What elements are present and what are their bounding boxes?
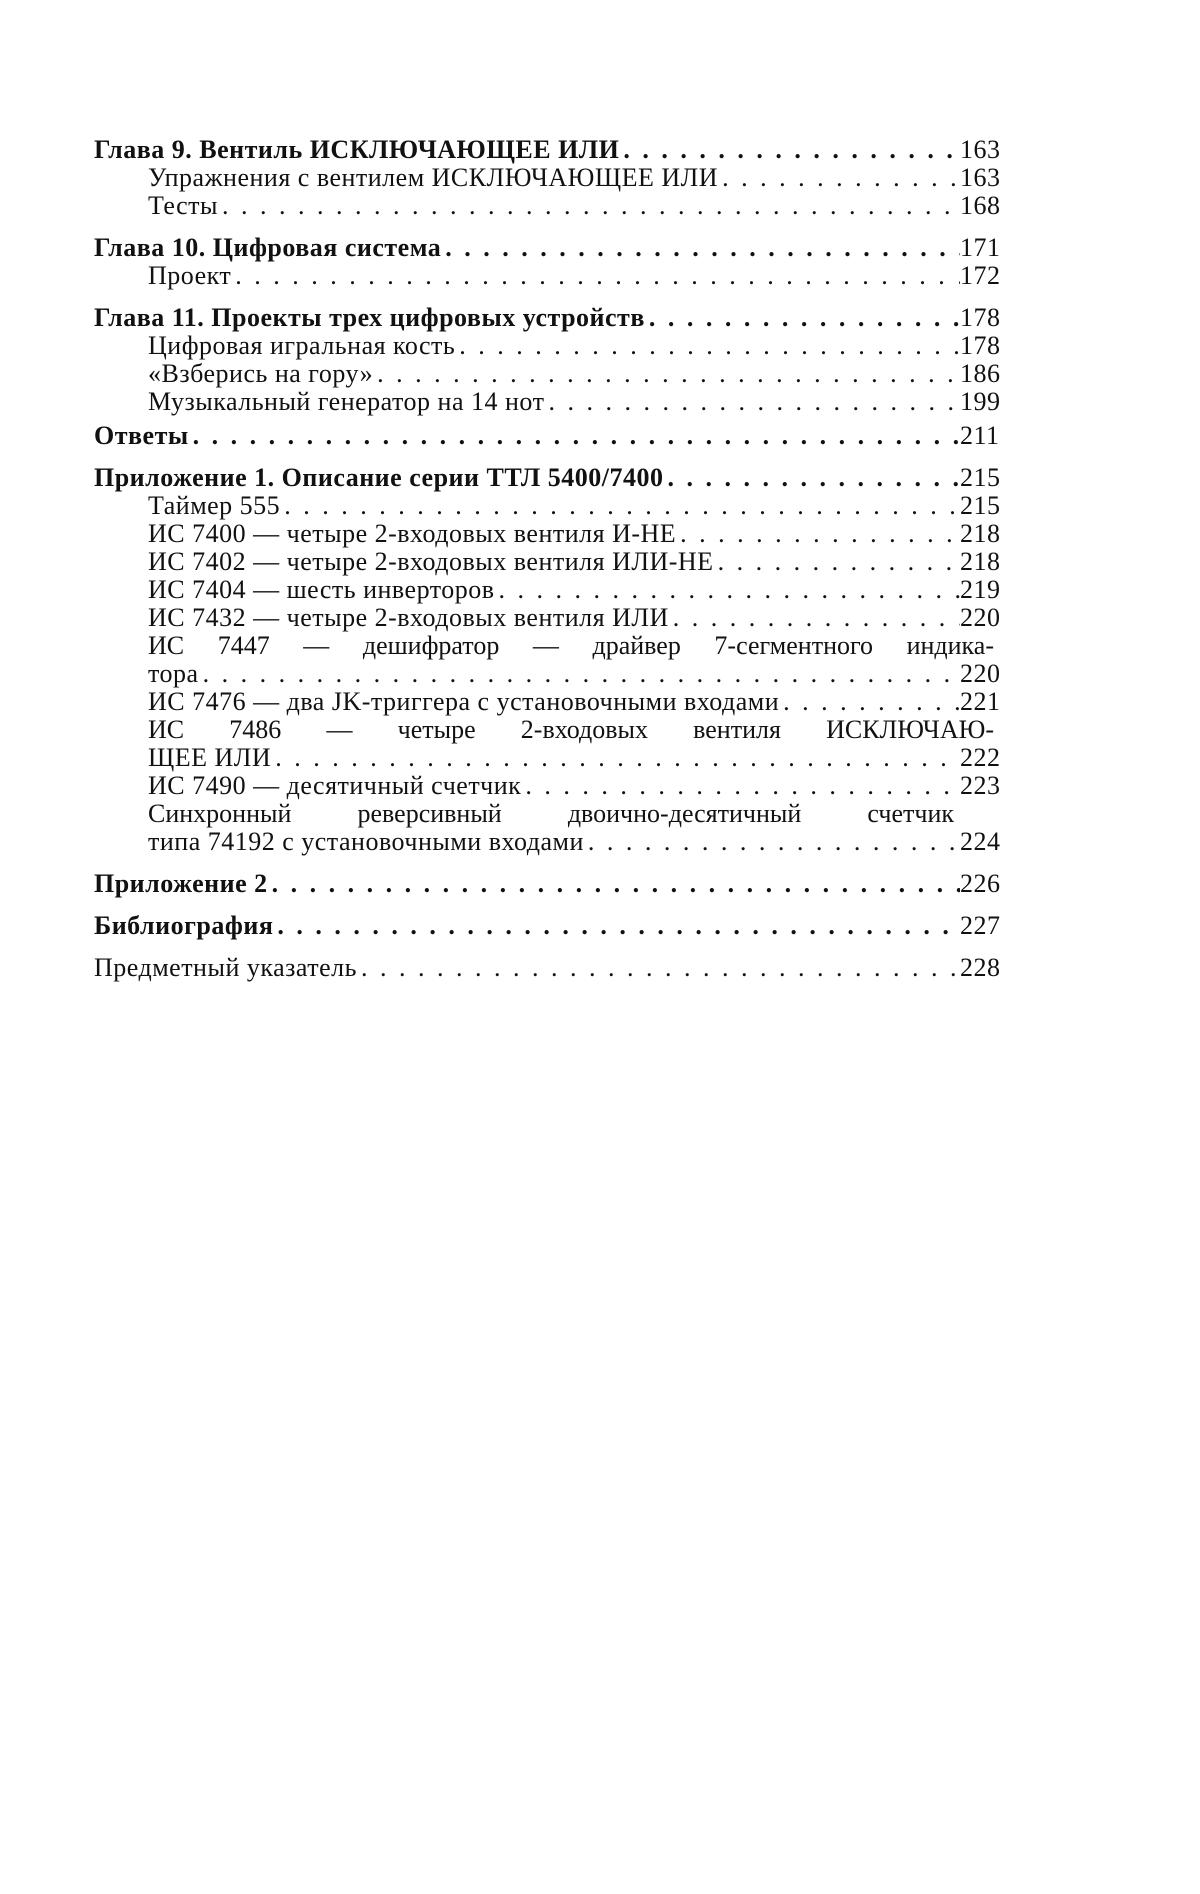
dot-leader: [619, 136, 960, 164]
entry-title: «Взберись на гору»: [148, 359, 374, 388]
entry-title: Приложение 1. Описание серии ТТЛ 5400/7400: [94, 463, 664, 492]
entry-title-line-1: ИС 7447 — дешифратор — драйвер 7-сегментного индика-: [148, 631, 994, 660]
entry-title: Ответы: [94, 421, 189, 450]
page-number: 168: [960, 191, 1001, 220]
dot-leader: [280, 492, 960, 520]
toc-entry-ic-7476[interactable]: [94, 687, 1001, 716]
page-number: 220: [960, 659, 1001, 688]
page-number: 222: [960, 743, 1001, 772]
entry-title: Музыкальный генератор на 14 нот: [148, 387, 545, 416]
entry-title: Проект: [148, 261, 232, 290]
entry-title: Таймер 555: [148, 491, 281, 520]
page-number: 218: [960, 547, 1001, 576]
entry-title: ИС 7476 — два JK-триггера с установочными входами: [148, 687, 780, 716]
page-number: 226: [960, 869, 1001, 898]
entry-title: Тесты: [148, 191, 218, 220]
page-number: 163: [960, 135, 1001, 164]
page-number: 228: [960, 953, 1001, 982]
page-number: 223: [960, 771, 1001, 800]
dot-leader: [495, 576, 960, 604]
toc-entry-bibliography[interactable]: [94, 911, 1001, 940]
entry-title-line-2: тора: [148, 659, 199, 688]
dot-leader: [714, 548, 960, 576]
entry-last-line: [148, 659, 1001, 688]
toc-entry-ch9-tests[interactable]: [94, 191, 1001, 220]
page-number: 215: [960, 491, 1001, 520]
page-number: 171: [960, 233, 1001, 262]
toc-entry-answers[interactable]: [94, 421, 1000, 450]
dot-leader: [718, 164, 960, 192]
entry-title: Предметный указатель: [94, 953, 358, 982]
toc-entry-chapter-10[interactable]: [94, 233, 1001, 262]
dot-leader: [664, 464, 960, 492]
dot-leader: [268, 870, 960, 898]
page-number: 220: [960, 603, 1001, 632]
toc-entry-timer-555[interactable]: [94, 491, 1001, 520]
entry-title: ИС 7432 — четыре 2-входовых вентиля ИЛИ: [148, 603, 669, 632]
toc-entry-ic-7447[interactable]: [94, 631, 1001, 688]
page-number: 215: [960, 463, 1001, 492]
toc-entry-appendix-2[interactable]: [94, 869, 1001, 898]
toc-entry-ic-7486[interactable]: [94, 715, 1001, 772]
page-number: 227: [960, 911, 1001, 940]
dot-leader: [373, 360, 960, 388]
toc-entry-ch10-project[interactable]: [94, 261, 1001, 290]
dot-leader: [218, 192, 960, 220]
dot-leader: [521, 772, 960, 800]
entry-title: Цифровая игральная кость: [148, 331, 456, 360]
dot-leader: [584, 828, 960, 856]
dot-leader: [441, 234, 960, 262]
toc-entry-digital-dice[interactable]: [94, 331, 1001, 360]
page-number: 172: [960, 261, 1001, 290]
toc-entry-music-generator[interactable]: [94, 387, 1001, 416]
toc-entry-ic-74192[interactable]: [94, 799, 1001, 856]
page-number: 163: [960, 163, 1001, 192]
entry-title: Упражнения с вентилем ИСКЛЮЧАЮЩЕЕ ИЛИ: [148, 163, 719, 192]
entry-last-line: [148, 827, 1001, 856]
entry-title: ИС 7402 — четыре 2-входовых вентиля ИЛИ-НЕ: [148, 547, 714, 576]
page-number: 178: [960, 303, 1001, 332]
toc-entry-ic-7432[interactable]: [94, 603, 1001, 632]
toc-entry-xor-exercises[interactable]: [94, 163, 1001, 192]
entry-title-line-2: ЩЕЕ ИЛИ: [148, 743, 272, 772]
toc-entry-climb-hill[interactable]: [94, 359, 1001, 388]
dot-leader: [199, 660, 960, 688]
toc-entry-appendix-1[interactable]: [94, 463, 1001, 492]
dot-leader: [676, 520, 960, 548]
entry-title: ИС 7404 — шесть инверторов: [148, 575, 495, 604]
page-number: 199: [960, 387, 1001, 416]
table-of-contents: [94, 135, 1001, 982]
dot-leader: [357, 954, 960, 982]
page-number: 224: [960, 827, 1001, 856]
dot-leader: [189, 422, 960, 450]
dot-leader: [271, 744, 960, 772]
toc-entry-chapter-9[interactable]: [94, 135, 1001, 164]
entry-title: Глава 9. Вентиль ИСКЛЮЧАЮЩЕЕ ИЛИ: [94, 135, 620, 164]
dot-leader: [669, 604, 960, 632]
entry-title: ИС 7490 — десятичный счетчик: [148, 771, 522, 800]
entry-last-line: [148, 743, 1001, 772]
dot-leader: [645, 304, 960, 332]
toc-entry-ic-7404[interactable]: [94, 575, 1001, 604]
entry-title: ИС 7400 — четыре 2-входовых вентиля И-НЕ: [148, 519, 677, 548]
entry-title-line-2: типа 74192 с установочными входами: [148, 827, 584, 856]
page-number: 211: [960, 421, 1000, 450]
entry-title-line-1: ИС 7486 — четыре 2-входовых вентиля ИСКЛЮЧАЮ-: [148, 715, 994, 744]
page-number: 221: [960, 687, 1001, 716]
entry-title: Приложение 2: [94, 869, 268, 898]
entry-title: Глава 10. Цифровая система: [94, 233, 442, 262]
page-number: 219: [960, 575, 1001, 604]
page-number: 186: [960, 359, 1001, 388]
dot-leader: [231, 262, 960, 290]
entry-title-line-1: Синхронный реверсивный двоично-десятичный счетчик: [148, 799, 954, 828]
entry-title: Библиография: [94, 911, 274, 940]
page-number: 178: [960, 331, 1001, 360]
toc-entry-subject-index[interactable]: [94, 953, 1001, 982]
dot-leader: [455, 332, 960, 360]
dot-leader: [273, 912, 960, 940]
toc-entry-ic-7400[interactable]: [94, 519, 1001, 548]
dot-leader: [544, 388, 960, 416]
page-number: 218: [960, 519, 1001, 548]
dot-leader: [779, 688, 960, 716]
toc-entry-ic-7402[interactable]: [94, 547, 1001, 576]
entry-title: Глава 11. Проекты трех цифровых устройств: [94, 303, 645, 332]
toc-entry-chapter-11[interactable]: [94, 303, 1001, 332]
toc-entry-ic-7490[interactable]: [94, 771, 1001, 800]
